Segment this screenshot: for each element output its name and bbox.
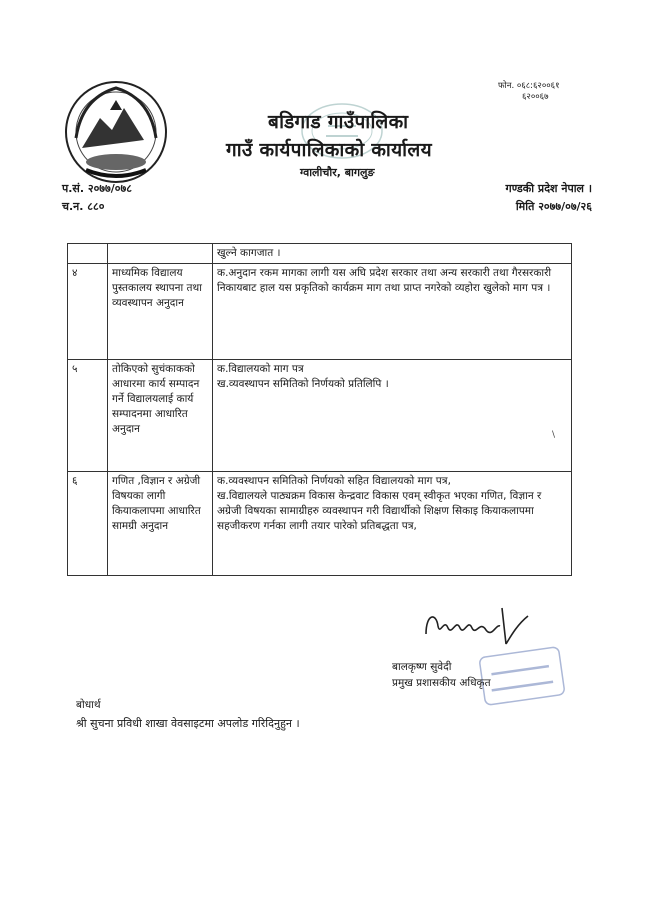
letter-number: प.सं. २०७७/०७८ [62,182,132,195]
office-address: ग्वालीचौर, बागलुङ [300,166,375,179]
program-cell [108,244,213,264]
document-item: ख.व्यवस्थापन समितिको निर्णयको प्रतिलिपि । [217,378,389,390]
documents-cell [213,360,572,472]
document-item: क.व्यवस्थापन समितिको निर्णयको सहित विद्यालयको माग पत्र, [217,475,451,487]
stray-mark: \ [552,430,556,440]
official-stamp-icon [478,646,566,706]
serial-cell: ४ [68,264,108,360]
serial-cell: ६ [68,472,108,576]
cc-label: बोधार्थ [76,699,101,711]
documents-cell: क.अनुदान रकम मागका लागी यस अघि प्रदेश सरकार तथा अन्य सरकारी तथा गैरसरकारी निकायबाट हाल यस प्रकृतिको कार्यक्रम माग तथा प्राप्त नगरेको व्यहोरा खुलेको माग पत्र । [213,264,572,360]
serial-cell: ५ [68,360,108,472]
cc-notice: श्री सुचना प्रविधी शाखा वेवसाइटमा अपलोड गरिदिनुहुन । [76,717,300,730]
serial-cell [68,244,108,264]
province-date-block [506,180,593,216]
document-item: क.विद्यालयको माग पत्र [217,363,304,375]
reference-block [62,180,132,216]
program-cell: तोकिएको सुचंकाकको आधारमा कार्य सम्पादन गर्ने विद्यालयलाई कार्य सम्पादनमा आधारित अनुदान [108,360,213,472]
program-cell: माध्यमिक विद्यालय पुस्तकालय स्थापना तथा व्यवस्थापन अनुदान [108,264,213,360]
documents-cell: खुल्ने कागजात । [213,244,572,264]
table-row [68,472,572,576]
office-title-line1: बडिगाड गाउँपालिका [268,111,409,133]
table-row [68,244,572,264]
signatory-designation: प्रमुख प्रशासकीय अधिकृत [392,677,491,689]
phone-number-2: ६२००६७ [522,92,549,102]
signature-icon [422,604,530,652]
document-item: ख.विद्यालयले पाठ्यक्रम विकास केन्द्रवाट विकास एवम् स्वीकृत भएका गणित, विज्ञान र अग्रेजी विषयका सामाग्रीहरु व्यवस्थापन गरी विद्यार्थीको शिक्षण सिकाइ कियाकलापमा सहजीकरण गर्नका लागी तयार पारेको प्रतिबद्धता पत्र, [217,490,542,532]
nepal-emblem-icon [62,78,170,186]
dispatch-number: च.न. ८८० [62,200,105,213]
phone-number: फोन. ०६८:६२००६१ [498,81,560,91]
letter-date: मिति २०७७/०७/२६ [515,200,592,213]
program-cell: गणित ,विज्ञान र अग्रेजी विषयका लागी कियाकलापमा आधारित सामग्री अनुदान [108,472,213,576]
documents-cell [213,472,572,576]
document-requirements-table [67,243,572,576]
province: गण्डकी प्रदेश नेपाल । [505,182,592,195]
table-row [68,264,572,360]
table-row [68,360,572,472]
office-title-line2: गाउँ कार्यपालिकाको कार्यालय [226,139,432,161]
signatory-name: बालकृष्ण सुवेदी [392,661,452,673]
